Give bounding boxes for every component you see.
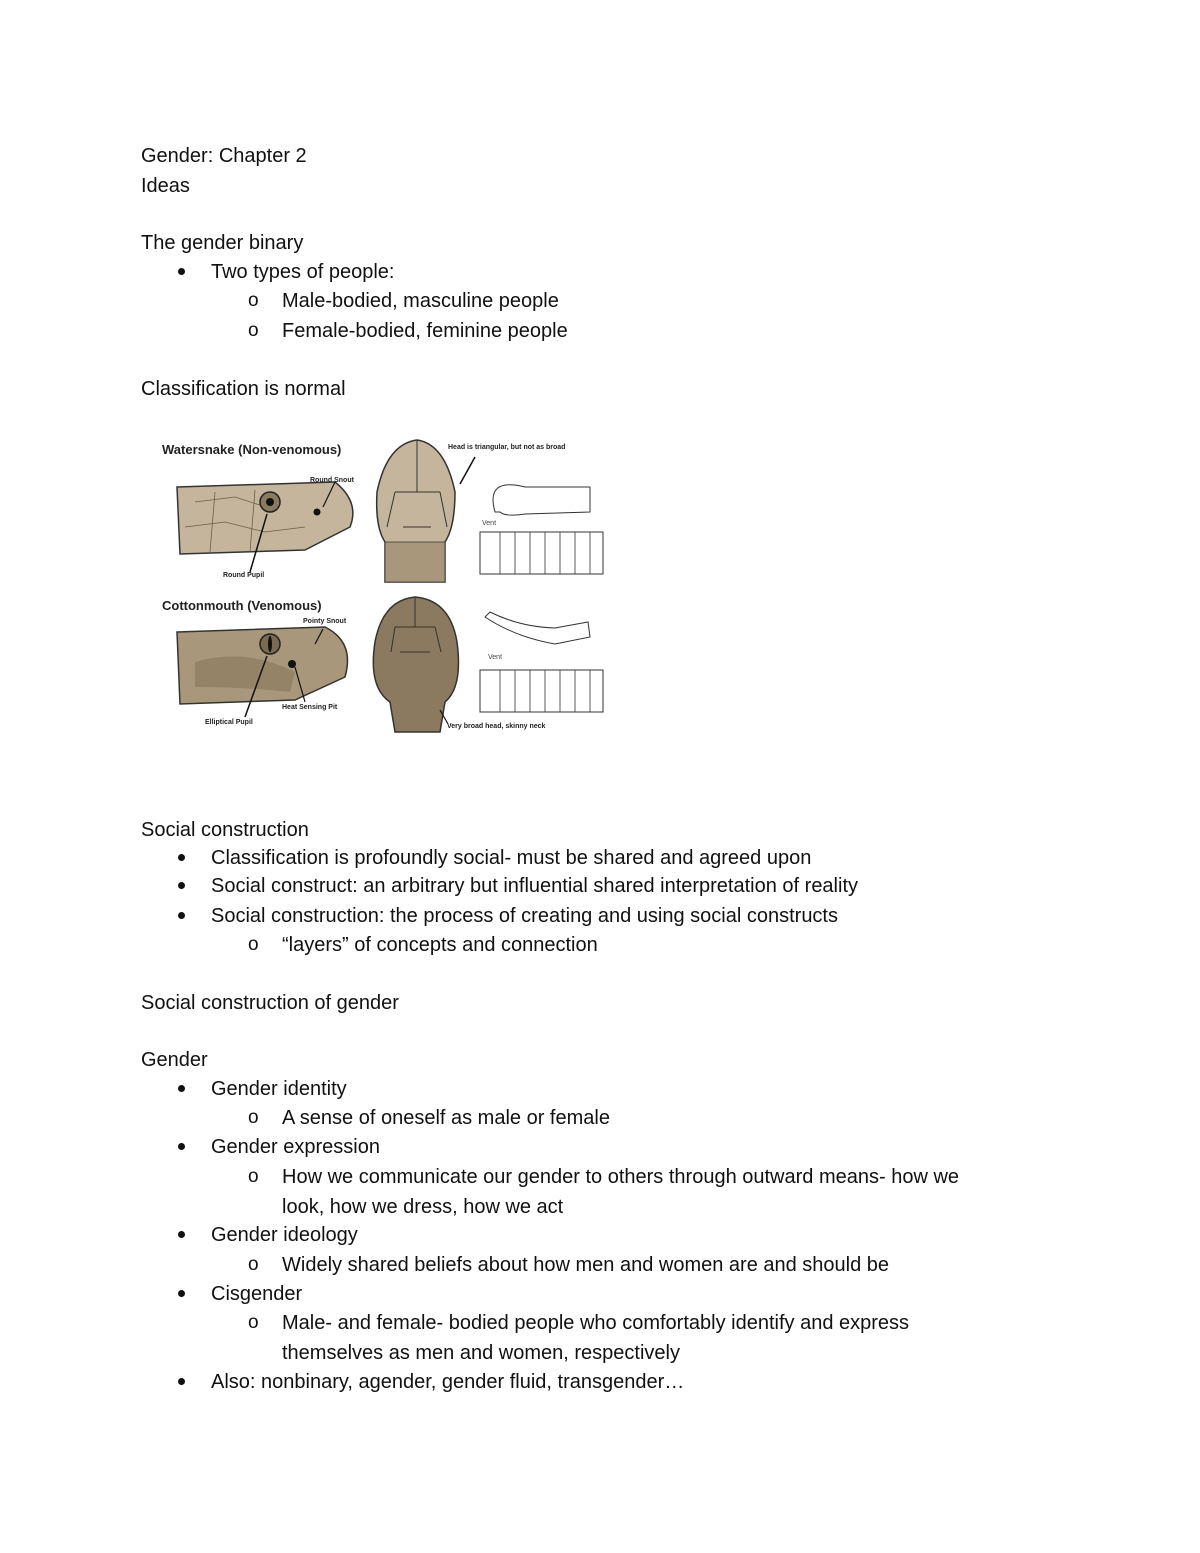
list-item: Gender expression bbox=[211, 1136, 380, 1158]
list-item: Female-bodied, feminine people bbox=[282, 320, 568, 342]
list-item-continued: look, how we dress, how we act bbox=[282, 1196, 564, 1218]
list-item: Gender ideology bbox=[211, 1224, 358, 1246]
list-item-continued: themselves as men and women, respectively bbox=[282, 1342, 680, 1364]
sub-bullet-mark: o bbox=[248, 934, 259, 955]
list-item: Gender identity bbox=[211, 1078, 347, 1100]
bullet-dot bbox=[178, 1085, 185, 1092]
watersnake-tail-diagram bbox=[480, 485, 603, 574]
watersnake-title: Watersnake (Non-venomous) bbox=[162, 442, 342, 457]
list-item: Social construct: an arbitrary but influential shared interpretation of reality bbox=[211, 875, 859, 897]
round-snout-label: Round Snout bbox=[310, 477, 354, 484]
bullet-dot bbox=[178, 1231, 185, 1238]
section-heading-classification: Classification is normal bbox=[141, 378, 346, 400]
list-item: Also: nonbinary, agender, gender fluid, transgender… bbox=[211, 1371, 685, 1393]
sub-bullet-mark: o bbox=[248, 1254, 259, 1275]
list-item: How we communicate our gender to others through outward means- how we bbox=[282, 1166, 960, 1188]
bullet-dot bbox=[178, 854, 185, 861]
cotton-vent-label: Vent bbox=[488, 654, 503, 661]
sub-bullet-mark: o bbox=[248, 1107, 259, 1128]
bullet-dot bbox=[178, 1290, 185, 1297]
cottonmouth-top-head bbox=[373, 597, 458, 732]
list-item: Classification is profoundly social- must be shared and agreed upon bbox=[211, 847, 812, 869]
watersnake-side-head bbox=[177, 482, 353, 572]
cotton-head-label: Very broad head, skinny neck bbox=[447, 723, 546, 730]
list-item: Widely shared beliefs about how men and women are and should be bbox=[282, 1254, 890, 1276]
bullet-dot bbox=[178, 1143, 185, 1150]
list-item: “layers” of concepts and connection bbox=[282, 934, 598, 956]
heat-pit-label: Heat Sensing Pit bbox=[282, 704, 338, 711]
list-item: Cisgender bbox=[211, 1283, 303, 1305]
bullet-dot bbox=[178, 912, 185, 919]
water-vent-label: Vent bbox=[482, 520, 497, 527]
section-heading-social: Social construction bbox=[141, 819, 309, 841]
list-item: Two types of people: bbox=[211, 261, 395, 283]
cottonmouth-title: Cottonmouth (Venomous) bbox=[162, 598, 322, 613]
list-item: Male-bodied, masculine people bbox=[282, 290, 559, 312]
list-item: Male- and female- bodied people who comfortably identify and express bbox=[282, 1312, 910, 1334]
pointy-snout-label: Pointy Snout bbox=[303, 618, 347, 625]
sub-bullet-mark: o bbox=[248, 1166, 259, 1187]
snake-comparison-figure bbox=[155, 432, 605, 734]
doc-title: Gender: Chapter 2 bbox=[141, 145, 307, 167]
list-item: A sense of oneself as male or female bbox=[282, 1107, 610, 1129]
watersnake-top-head bbox=[377, 440, 475, 582]
bullet-dot bbox=[178, 268, 185, 275]
list-item: Social construction: the process of creating and using social constructs bbox=[211, 905, 838, 927]
elliptical-pupil-label: Elliptical Pupil bbox=[205, 719, 253, 726]
doc-subtitle: Ideas bbox=[141, 175, 190, 197]
bullet-dot bbox=[178, 1378, 185, 1385]
cottonmouth-tail-diagram bbox=[480, 612, 603, 712]
sub-bullet-mark: o bbox=[248, 320, 259, 341]
round-pupil-label: Round Pupil bbox=[223, 572, 265, 579]
sub-bullet-mark: o bbox=[248, 1312, 259, 1333]
sub-bullet-mark: o bbox=[248, 290, 259, 311]
bullet-dot bbox=[178, 882, 185, 889]
water-head-label: Head is triangular, but not as broad bbox=[448, 444, 566, 451]
section-heading-binary: The gender binary bbox=[141, 232, 304, 254]
section-heading-gender: Gender bbox=[141, 1049, 208, 1071]
section-heading-social-gender: Social construction of gender bbox=[141, 992, 399, 1014]
